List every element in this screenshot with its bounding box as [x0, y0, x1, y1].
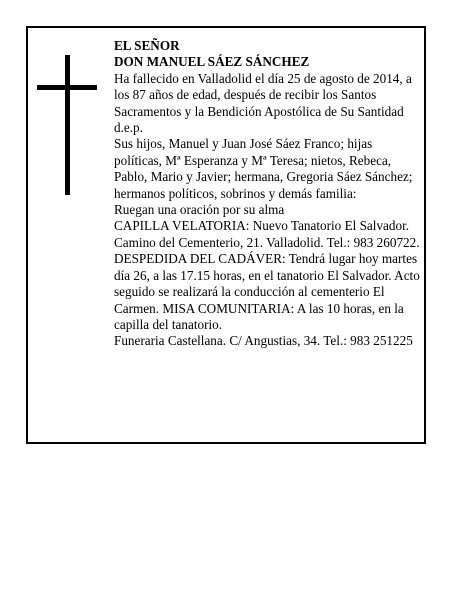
cross-horizontal-bar — [37, 85, 97, 90]
death-statement: Ha fallecido en Valladolid el día 25 de agosto de 2014, a los 87 años de edad, después de recibir los Santos Sacramentos y la Bendición Apostólica de Su Santidad d.e.p. — [114, 70, 412, 136]
title-line-2: DON MANUEL SÁEZ SÁNCHEZ — [114, 54, 310, 70]
funeral-home: Funeraria Castellana. C/ Angustias, 34. Tel.: 983 251225 — [114, 333, 413, 349]
chapel-info: CAPILLA VELATORIA: Nuevo Tanatorio El Salvador. Camino del Cementerio, 21. Valladolid. Tel.: 983 260722. DESPEDIDA DEL CADÁVER: Tendrá lugar hoy martes día 26, a las 17.15 horas, en el tanatorio El Salvador. Acto seguido se realizará la conducción al cementerio El Carmen. MISA COMUNITARIA: A las 10 horas, en la capilla del tanatorio. — [114, 218, 420, 332]
notice-body — [114, 38, 420, 350]
cross-vertical-bar — [65, 55, 70, 195]
family-list: Sus hijos, Manuel y Juan José Sáez Franco; hijas políticas, Mª Esperanza y Mª Teresa; nietos, Rebeca, Pablo, Mario y Javier; hermana, Gregoria Sáez Sánchez; hermanos políticos, sobrinos y demás familia: — [114, 136, 413, 201]
title-line-1: EL SEÑOR — [114, 38, 180, 53]
prayer-request: Ruegan una oración por su alma — [114, 202, 285, 218]
